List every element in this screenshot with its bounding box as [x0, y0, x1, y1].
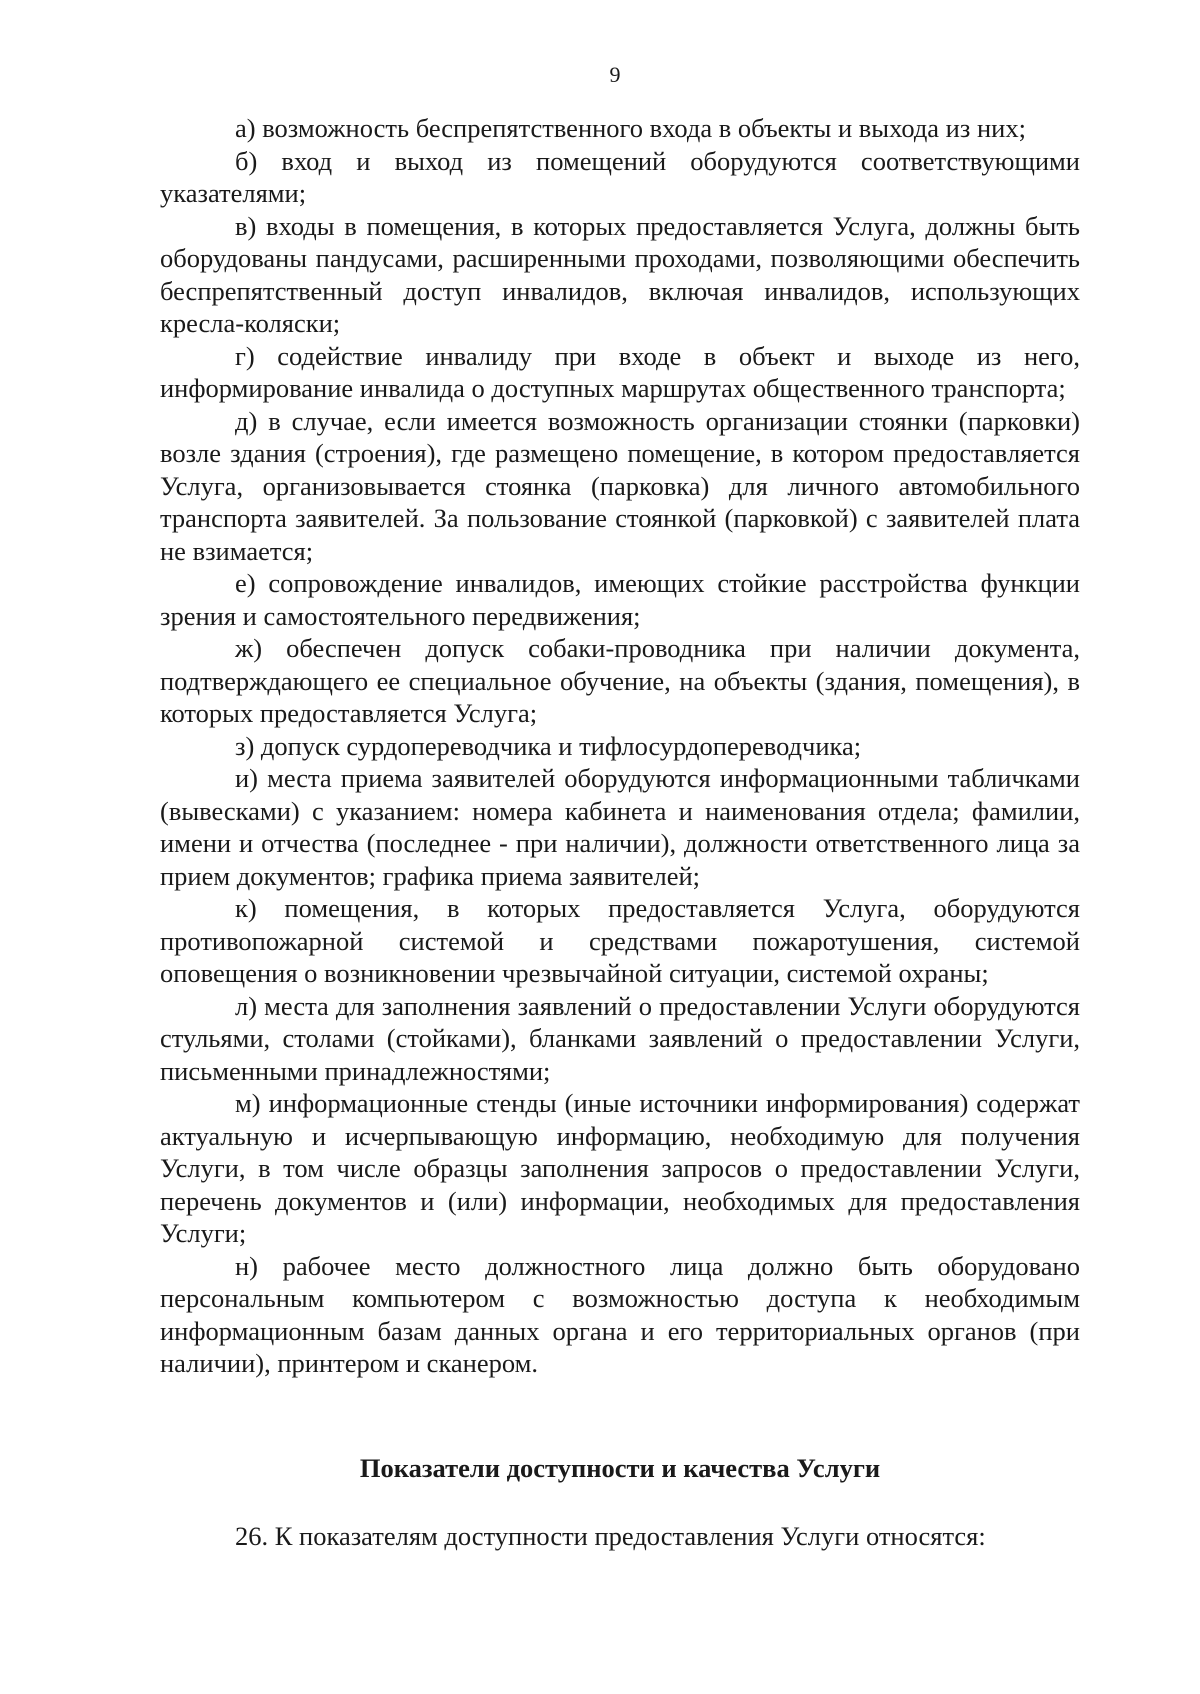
list-item-d: д) в случае, если имеется возможность организации стоянки (парковки) возле здания (строения), где размещено помещение, в котором предоставляется Услуга, организовывается стоянка (парковка) для личного автомобильного транспорта заявителей. За пользование стоянкой (парковкой) с заявителей плата не взимается;: [160, 405, 1080, 566]
list-item-i: и) места приема заявителей оборудуются информационными табличками (вывесками) с указанием: номера кабинета и наименования отдела; фамилии, имени и отчества (последнее - при наличии), должности ответственного лица за прием документов; графика приема заявителей;: [160, 763, 1080, 891]
list-item-v: в) входы в помещения, в которых предоставляется Услуга, должны быть оборудованы пандусами, расширенными проходами, позволяющими обеспечить беспрепятственный доступ инвалидов, включая инвалидов, использующих кресла-коляски;: [160, 210, 1080, 338]
list-item-e: е) сопровождение инвалидов, имеющих стойкие расстройства функции зрения и самостоятельного передвижения;: [160, 568, 1080, 631]
page-number: 9: [609, 62, 621, 87]
list-item-k: к) помещения, в которых предоставляется Услуга, оборудуются противопожарной системой и средствами пожаротушения, системой оповещения о возникновении чрезвычайной ситуации, системой охраны;: [160, 893, 1080, 988]
list-item-z: з) допуск сурдопереводчика и тифлосурдопереводчика;: [235, 730, 862, 761]
list-item-zh: ж) обеспечен допуск собаки-проводника при наличии документа, подтверждающего ее специальное обучение, на объекты (здания, помещения), в которых предоставляется Услуга;: [160, 633, 1080, 728]
paragraph-26: 26. К показателям доступности предоставления Услуги относятся:: [235, 1521, 986, 1551]
requirements-list: [160, 112, 1080, 1380]
list-item-b: б) вход и выход из помещений оборудуются соответствующими указателями;: [160, 145, 1080, 208]
list-item-a: а) возможность беспрепятственного входа в объекты и выхода из них;: [235, 113, 1026, 143]
list-item-l: л) места для заполнения заявлений о предоставлении Услуги оборудуются стульями, столами (стойками), бланками заявлений о предоставлении Услуги, письменными принадлежностями;: [160, 990, 1080, 1086]
list-item-n: н) рабочее место должностного лица должно быть оборудовано персональным компьютером с возможностью доступа к необходимым информационным базам данных органа и его территориальных органов (при наличии), принтером и сканером.: [160, 1250, 1080, 1378]
list-item-g: г) содействие инвалиду при входе в объект и выходе из него, информирование инвалида о доступных маршрутах общественного транспорта;: [160, 340, 1080, 403]
list-item-m: м) информационные стенды (иные источники информирования) содержат актуальную и исчерпывающую информацию, необходимую для получения Услуги, в том числе образцы заполнения запросов о предоставлении Услуги, перечень документов и (или) информации, необходимых для предоставления Услуги;: [160, 1088, 1080, 1248]
section-heading: Показатели доступности и качества Услуги: [359, 1453, 881, 1483]
